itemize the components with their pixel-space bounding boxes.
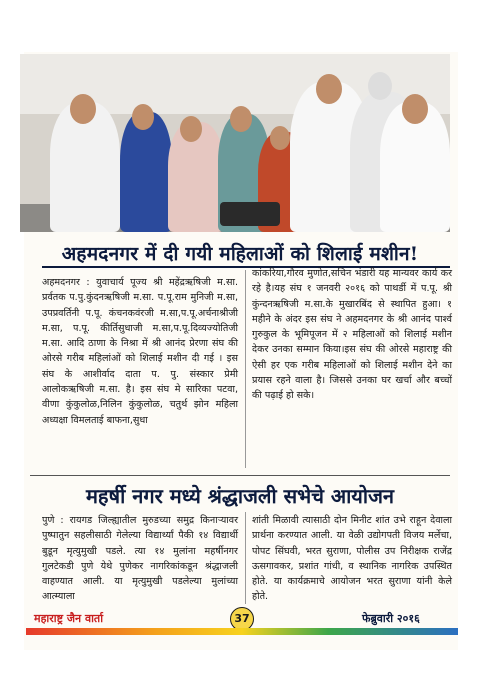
article-2-column-1: पुणे : रायगड जिल्ह्यातील मुरुडच्या समुद्र किनाऱ्यावर पुष्पातुन सहलीसाठी गेलेल्या विद्यार्थ्यां पैकी १४ विद्यार्थी बुडून मृत्युमुखी पडले. त्या १४ मुलांना महर्षीनगर गुलटेकडी पुणे येथे पुणेकर नागरिकांकडून श्रंद्धाजली वाहण्यात आली. या मृत्युमुखी पडलेल्या मुलांच्या आत्म्याला <box>42 515 238 603</box>
event-photo <box>20 54 450 232</box>
footer-color-bar <box>26 628 458 635</box>
article-1-column-2: कांकरिया,गौरव मुणोत,सचिन भंडारी यह मान्यवर कार्य कर रहे है।यह संघ १ जनवरी २०१६ को पाथर्डी में प.पू. श्री कुंन्दनऋषिजी म.सा.के मुखारबिंद से स्थापित हुआ। १ महीने के अंदर इस संघ ने अहमदनगर के श्री आनंद पार्श्व गुरुकुल के भूमिपूजन में २ महिलाओं को शिलाई मशीन देकर उनका सम्मान किया।इस संघ की ओरसे महाराष्ट्र की ऐसी हर एक गरीब महिलाओं को शिलाई मशीन देने का प्रयास रहने वाला है। जिससे उनका घर खर्चा और बच्चों की पढ़ाई हो सके। <box>252 268 452 402</box>
section-divider <box>30 475 450 476</box>
page-number: 37 <box>230 607 254 631</box>
article-2-column-2: शांती मिळावी त्यासाठी दोन मिनीट शांत उभे राहून देवाला प्रार्थना करण्यात आली. या वेळी उद्योगपती विजय मर्लेचा, पोपट सिंघवी, भरत सुराणा, पोलीस उप निरीक्षक राजेंद्र ऊसगावकर, प्रशांत गांधी, व स्थानिक नागरिक उपस्थित होते. या कार्यक्रमाचे आयोजन भरत सुराणा यांनी केले होते. <box>252 515 452 603</box>
issue-date: फेब्रुवारी २०१६ <box>362 612 420 625</box>
article-1-column-1: अहमदनगर : युवाचार्य पूज्य श्री महेंद्रऋषिजी म.सा. प्रर्वतक प.पु.कुंदनऋषिजी म.सा. प.पू.राम मुनिजी म.सा, उपप्रवर्तिनी प.पू. कंचनकवंरजी म.सा,प.पू.अर्चनाश्रीजी म.सा, प.पू. कीर्तिसुधाजी म.सा,प.पू.दिव्यज्योतिजी म.सा. आदि ठाणा के निश्रा में श्री आनंद प्रेरणा संघ की ओरसे गरीब महिलांओं को शिलाई मशीन दी गई । इस संघ के आशीर्वाद दाता प. पु. संस्कार प्रेमी आलोकऋषिजी म.सा. है। इस संघ मे सारिका पटवा, वीणा कुंकुलोळ,निलिन कुंकुलोळ, चतुर्थ झोन महिला अध्यक्षा विमलताई बाफना,सुधा <box>42 277 238 426</box>
article-1-headline: अहमदनगर में दी गयी महिलाओं को शिलाई मशीन! <box>61 243 419 265</box>
column-divider <box>245 270 246 468</box>
publication-name: महाराष्ट्र जैन वार्ता <box>34 612 104 625</box>
article-2-headline: महर्षी नगर मध्ये श्रंद्धाजली सभेचे आयोजन <box>85 484 395 508</box>
column-divider <box>245 512 246 604</box>
